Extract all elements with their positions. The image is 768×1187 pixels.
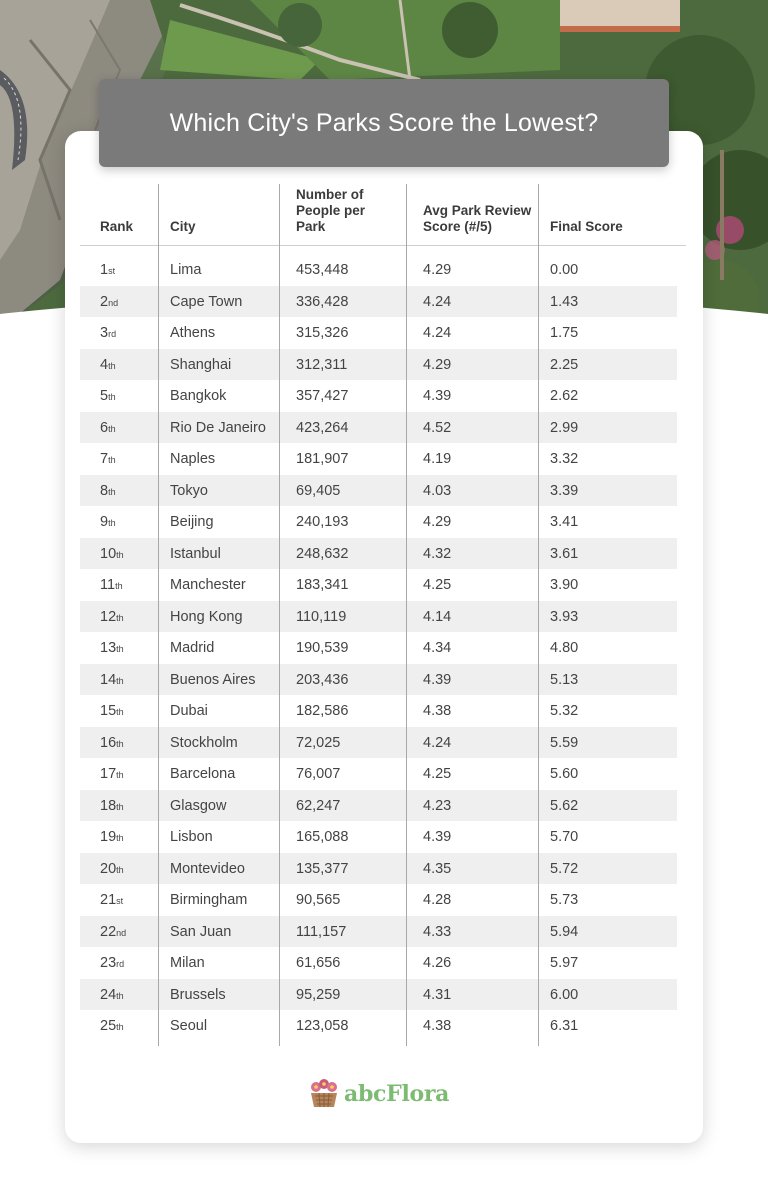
rank-number: 14 [100,671,117,688]
table-row [80,286,677,318]
rank-number: 12 [100,608,117,625]
cell-review-score: 4.25 [423,577,452,593]
cell-rank [100,735,124,751]
cell-review-score: 4.29 [423,514,452,530]
table-row [80,475,677,507]
cell-rank [100,1018,124,1034]
cell-review-score: 4.25 [423,766,452,782]
cell-rank [100,514,116,530]
table-row [80,569,677,601]
table-row [80,254,677,286]
cell-people-per-park: 61,656 [296,955,341,971]
cell-final-score: 5.32 [550,703,579,719]
rank-suffix: th [116,644,124,654]
cell-rank [100,892,123,908]
cell-final-score: 5.94 [550,923,579,940]
cell-final-score: 5.97 [550,955,579,971]
rank-suffix: th [116,675,124,686]
table-row [80,853,677,885]
rank-number: 7 [100,451,109,467]
rank-suffix: nd [108,297,119,308]
rank-number: 16 [100,734,117,751]
cell-final-score: 0.00 [550,262,579,278]
column-header-rank: Rank [100,219,134,234]
cell-rank [100,703,124,719]
cell-review-score: 4.29 [423,356,452,373]
cell-final-score: 6.31 [550,1018,579,1034]
cell-people-per-park: 190,539 [296,640,349,656]
cell-rank [100,388,116,404]
table-row [80,790,677,822]
cell-city: Cape Town [170,293,243,310]
rank-number: 19 [100,829,117,845]
rank-suffix: th [108,360,116,371]
rank-suffix: th [108,518,116,528]
cell-final-score: 3.61 [550,545,579,562]
cell-city: Birmingham [170,892,248,908]
cell-review-score: 4.52 [423,419,452,436]
rank-suffix: rd [108,329,117,339]
cell-people-per-park: 203,436 [296,671,349,688]
cell-review-score: 4.19 [423,451,452,467]
cell-city: Athens [170,325,216,341]
rank-number: 9 [100,514,109,530]
cell-city: Istanbul [170,545,221,562]
cell-review-score: 4.24 [423,325,452,341]
cell-review-score: 4.14 [423,608,452,625]
rank-number: 4 [100,356,109,373]
rank-number: 10 [100,545,117,562]
cell-people-per-park: 76,007 [296,766,341,782]
table-body [80,254,686,1042]
cell-final-score: 2.99 [550,419,579,436]
column-divider [538,184,539,1046]
rank-number: 8 [100,482,109,499]
rank-suffix: th [116,738,124,749]
table-row [80,695,677,727]
brand-name: abcFlora [344,1081,450,1107]
rank-suffix: th [116,549,124,560]
cell-city: Montevideo [170,860,245,877]
cell-final-score: 4.80 [550,640,579,656]
rank-suffix: th [108,455,116,465]
cell-final-score: 6.00 [550,986,579,1003]
table-row [80,538,677,570]
cell-city: Lisbon [170,829,213,845]
rank-suffix: th [116,864,124,875]
cell-review-score: 4.26 [423,955,452,971]
cell-people-per-park: 357,427 [296,388,349,404]
cell-review-score: 4.38 [423,703,452,719]
page-title: Which City's Parks Score the Lowest? [99,79,669,167]
table-row [80,727,677,759]
cell-review-score: 4.24 [423,293,452,310]
cell-people-per-park: 240,193 [296,514,349,530]
cell-review-score: 4.03 [423,482,452,499]
rank-suffix: th [116,707,124,717]
brand-logo [308,1078,449,1110]
table-row [80,884,677,916]
cell-city: Buenos Aires [170,671,256,688]
rank-number: 22 [100,923,117,940]
rank-suffix: th [108,423,116,434]
cell-rank [100,451,116,467]
rank-suffix: th [116,801,124,812]
table-row [80,317,677,349]
cell-people-per-park: 423,264 [296,419,349,436]
cell-final-score: 3.39 [550,482,579,499]
cell-final-score: 3.41 [550,514,579,530]
cell-people-per-park: 135,377 [296,860,349,877]
cell-people-per-park: 123,058 [296,1018,349,1034]
cell-rank [100,609,124,625]
rank-suffix: st [108,266,116,276]
cell-city: Milan [170,955,205,971]
cell-rank [100,262,115,278]
cell-final-score: 5.73 [550,892,579,908]
cell-people-per-park: 336,428 [296,293,349,310]
cell-final-score: 5.72 [550,860,579,877]
cell-people-per-park: 248,632 [296,545,349,562]
cell-review-score: 4.31 [423,986,452,1003]
table-row [80,380,677,412]
cell-people-per-park: 111,157 [296,923,347,940]
cell-final-score: 5.70 [550,829,579,845]
table-row [80,916,677,948]
table-row [80,412,677,444]
rank-suffix: rd [116,959,125,969]
cell-review-score: 4.39 [423,388,452,404]
cell-people-per-park: 72,025 [296,734,341,751]
rank-suffix: th [108,486,116,497]
column-divider [158,184,159,1046]
table-row [80,601,677,633]
rank-number: 6 [100,419,109,436]
rank-number: 17 [100,766,117,782]
rank-number: 18 [100,797,117,814]
cell-people-per-park: 182,586 [296,703,349,719]
cell-review-score: 4.39 [423,671,452,688]
rank-suffix: th [116,770,124,780]
table-header [80,184,686,246]
cell-rank [100,640,124,656]
cell-rank [100,546,124,562]
cell-city: Bangkok [170,388,227,404]
cell-rank [100,357,116,373]
cell-rank [100,766,124,782]
rank-suffix: th [115,581,123,591]
cell-people-per-park: 110,119 [296,608,347,625]
rank-suffix: th [116,990,124,1001]
rank-suffix: th [116,833,124,843]
column-header-people-per-park: Number of People per Park [296,187,366,234]
table-row [80,506,677,538]
table-row [80,758,677,790]
table-row [80,349,677,381]
cell-review-score: 4.28 [423,892,452,908]
table-row [80,632,677,664]
cell-final-score: 5.62 [550,797,579,814]
cell-rank [100,294,118,310]
rank-suffix: th [116,1022,124,1032]
cell-city: Seoul [170,1018,208,1034]
cell-city: Beijing [170,514,214,530]
rank-number: 3 [100,325,109,341]
rank-suffix: nd [116,927,127,938]
column-header-final-score: Final Score [550,219,623,234]
cell-people-per-park: 453,448 [296,262,349,278]
cell-city: Rio De Janeiro [170,419,266,436]
rank-number: 2 [100,293,109,310]
column-header-city: City [170,219,196,234]
table-row [80,443,677,475]
cell-review-score: 4.39 [423,829,452,845]
column-divider [279,184,280,1046]
cell-city: Hong Kong [170,608,243,625]
cell-review-score: 4.29 [423,262,452,278]
flower-basket-icon [308,1079,340,1109]
rank-suffix: th [116,612,124,623]
ranking-table [80,184,686,1042]
cell-final-score: 5.60 [550,766,579,782]
cell-city: Barcelona [170,766,236,782]
rank-number: 15 [100,703,117,719]
cell-people-per-park: 183,341 [296,577,349,593]
rank-number: 11 [100,577,116,593]
cell-rank [100,325,116,341]
cell-review-score: 4.23 [423,797,452,814]
cell-review-score: 4.38 [423,1018,452,1034]
cell-city: Glasgow [170,797,227,814]
table-row [80,979,677,1011]
cell-city: Brussels [170,986,226,1003]
rank-number: 1 [100,262,109,278]
cell-city: Dubai [170,703,208,719]
table-row [80,1010,677,1042]
cell-people-per-park: 181,907 [296,451,349,467]
cell-people-per-park: 90,565 [296,892,341,908]
table-row [80,947,677,979]
cell-final-score: 1.75 [550,325,579,341]
cell-final-score: 3.90 [550,577,579,593]
rank-number: 25 [100,1018,117,1034]
cell-review-score: 4.24 [423,734,452,751]
table-row [80,821,677,853]
rank-suffix: th [108,392,116,402]
cell-final-score: 3.93 [550,608,579,625]
cell-city: Stockholm [170,734,238,751]
rank-number: 13 [100,640,117,656]
rank-number: 5 [100,388,109,404]
column-header-review-score: Avg Park Review Score (#/5) [423,203,532,234]
table-row [80,664,677,696]
cell-people-per-park: 69,405 [296,482,341,499]
rank-number: 24 [100,986,117,1003]
rank-suffix: st [116,896,124,906]
cell-rank [100,829,124,845]
rank-number: 21 [100,892,117,908]
column-divider [406,184,407,1046]
cell-people-per-park: 315,326 [296,325,349,341]
cell-review-score: 4.32 [423,545,452,562]
rank-number: 20 [100,860,117,877]
cell-city: Shanghai [170,356,232,373]
cell-city: Manchester [170,577,246,593]
cell-rank [100,577,123,593]
cell-final-score: 3.32 [550,451,579,467]
cell-people-per-park: 62,247 [296,797,341,814]
cell-city: Tokyo [170,482,208,499]
cell-final-score: 5.13 [550,671,579,688]
cell-rank [100,861,124,877]
cell-city: Madrid [170,640,215,656]
cell-rank [100,798,124,814]
cell-rank [100,924,126,940]
cell-review-score: 4.33 [423,923,452,940]
cell-final-score: 1.43 [550,293,579,310]
cell-city: Lima [170,262,202,278]
cell-people-per-park: 95,259 [296,986,341,1003]
cell-review-score: 4.35 [423,860,452,877]
cell-rank [100,483,116,499]
cell-city: San Juan [170,923,232,940]
rank-number: 23 [100,955,117,971]
cell-rank [100,987,124,1003]
cell-people-per-park: 165,088 [296,829,349,845]
cell-final-score: 5.59 [550,734,579,751]
cell-rank [100,955,124,971]
cell-city: Naples [170,451,216,467]
cell-rank [100,420,116,436]
cell-review-score: 4.34 [423,640,452,656]
cell-final-score: 2.62 [550,388,579,404]
cell-final-score: 2.25 [550,356,579,373]
cell-rank [100,672,124,688]
cell-people-per-park: 312,311 [296,356,348,373]
